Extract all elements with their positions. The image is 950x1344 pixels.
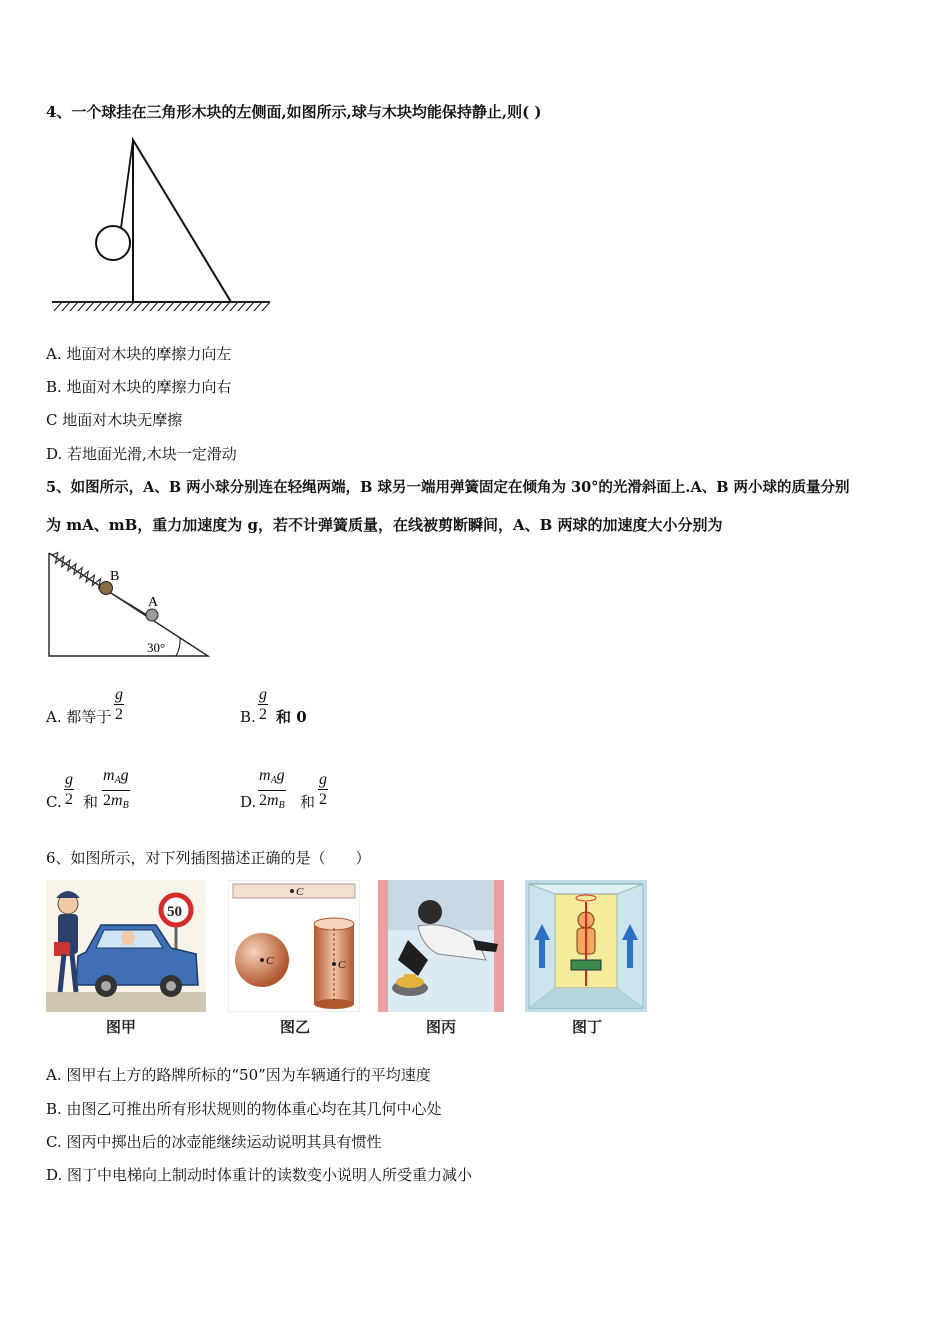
numerator: g xyxy=(115,686,123,703)
angle-arc xyxy=(176,638,180,656)
two: 2 xyxy=(103,792,111,809)
m-b: m xyxy=(267,792,279,809)
g: g xyxy=(276,767,285,784)
caption-ding: 图丁 xyxy=(572,1018,603,1036)
image-bing xyxy=(378,880,504,1012)
q4-figure xyxy=(48,135,278,320)
q4-option-d: D. 若地面光滑,木块一定滑动 xyxy=(46,445,237,463)
denominator: 2 xyxy=(319,791,327,808)
sub-a: A xyxy=(270,775,277,786)
m-a: m xyxy=(103,767,115,784)
caption-yi: 图乙 xyxy=(280,1018,311,1036)
sub-a: A xyxy=(114,775,121,786)
q6-option-b: B. 由图乙可推出所有形状规则的物体重心均在其几何中心处 xyxy=(46,1100,442,1118)
q4-option-b: B. 地面对木块的摩擦力向右 xyxy=(46,378,232,396)
q5-option-b-suffix: 和 0 xyxy=(276,708,307,726)
ball-a xyxy=(146,609,158,621)
q5-stem-line1: 5、如图所示，A、B 两小球分别连在轻绳两端，B 球另一端用弹簧固定在倾角为 30°的光滑斜面上.A、B 两小球的质量分别 xyxy=(46,479,850,496)
q5-option-d-fraction-1 xyxy=(258,766,286,816)
q5-option-c-and: 和 xyxy=(83,793,99,811)
string xyxy=(121,140,133,228)
q4-option-c: C 地面对木块无摩擦 xyxy=(46,411,183,429)
label-b: B xyxy=(110,569,120,584)
triangle-block xyxy=(133,140,231,302)
ball xyxy=(96,226,130,260)
q5-option-a-fraction xyxy=(114,685,124,725)
q6-option-c: C. 图丙中掷出后的冰壶能继续运动说明其具有惯性 xyxy=(46,1133,382,1151)
sphere-c-label: C xyxy=(266,955,274,967)
q5-incline-figure xyxy=(44,548,214,663)
cylinder-c-label: C xyxy=(338,959,346,971)
m-b: m xyxy=(111,792,123,809)
rope xyxy=(106,590,152,618)
q5-option-b-prefix: B. xyxy=(240,708,256,726)
image-jia xyxy=(46,880,206,1012)
two: 2 xyxy=(259,792,267,809)
q4-stem: 4、一个球挂在三角形木块的左侧面,如图所示,球与木块均能保持静止,则( ) xyxy=(46,103,542,121)
q5-stem-line2: 为 mA、mB，重力加速度为 g，若不计弹簧质量，在线被剪断瞬间，A、B 两球的加速度大小分别为 xyxy=(46,516,723,534)
m-a: m xyxy=(259,767,271,784)
q6-option-d: D. 图丁中电梯向上制动时体重计的读数变小说明人所受重力减小 xyxy=(46,1166,473,1184)
denominator: 2 xyxy=(115,706,123,723)
q5-option-a-prefix: A. 都等于 xyxy=(46,708,112,726)
q5-option-d-and: 和 xyxy=(300,793,316,811)
g: g xyxy=(120,767,129,784)
q5-option-d-prefix: D. xyxy=(240,793,257,811)
numerator: g xyxy=(259,686,267,703)
angle-label: 30° xyxy=(147,640,166,655)
numerator: g xyxy=(319,771,327,788)
q4-option-a: A. 地面对木块的摩擦力向左 xyxy=(46,345,232,363)
q6-option-a: A. 图甲右上方的路牌所标的“50”因为车辆通行的平均速度 xyxy=(46,1066,431,1084)
sub-b: B xyxy=(278,800,285,811)
image-ding xyxy=(525,880,647,1012)
denominator: 2 xyxy=(259,706,267,723)
scale xyxy=(571,960,601,970)
q5-option-c-prefix: C. xyxy=(46,793,62,811)
sub-b: B xyxy=(122,800,129,811)
label-a: A xyxy=(148,595,159,610)
q5-option-c-fraction-2 xyxy=(102,766,130,816)
q5-option-d-fraction-2 xyxy=(318,770,328,810)
denominator: 2 xyxy=(65,791,73,808)
q5-option-c-fraction-1 xyxy=(64,770,74,810)
numerator: g xyxy=(65,771,73,788)
caption-jia: 图甲 xyxy=(106,1018,137,1036)
caption-bing: 图丙 xyxy=(426,1018,457,1036)
sign-text: 50 xyxy=(167,904,182,920)
rod-c-label: C xyxy=(296,886,304,898)
q5-option-b-fraction xyxy=(258,685,268,725)
q6-stem: 6、如图所示，对下列插图描述正确的是（ ） xyxy=(46,849,371,867)
image-yi xyxy=(228,880,360,1012)
